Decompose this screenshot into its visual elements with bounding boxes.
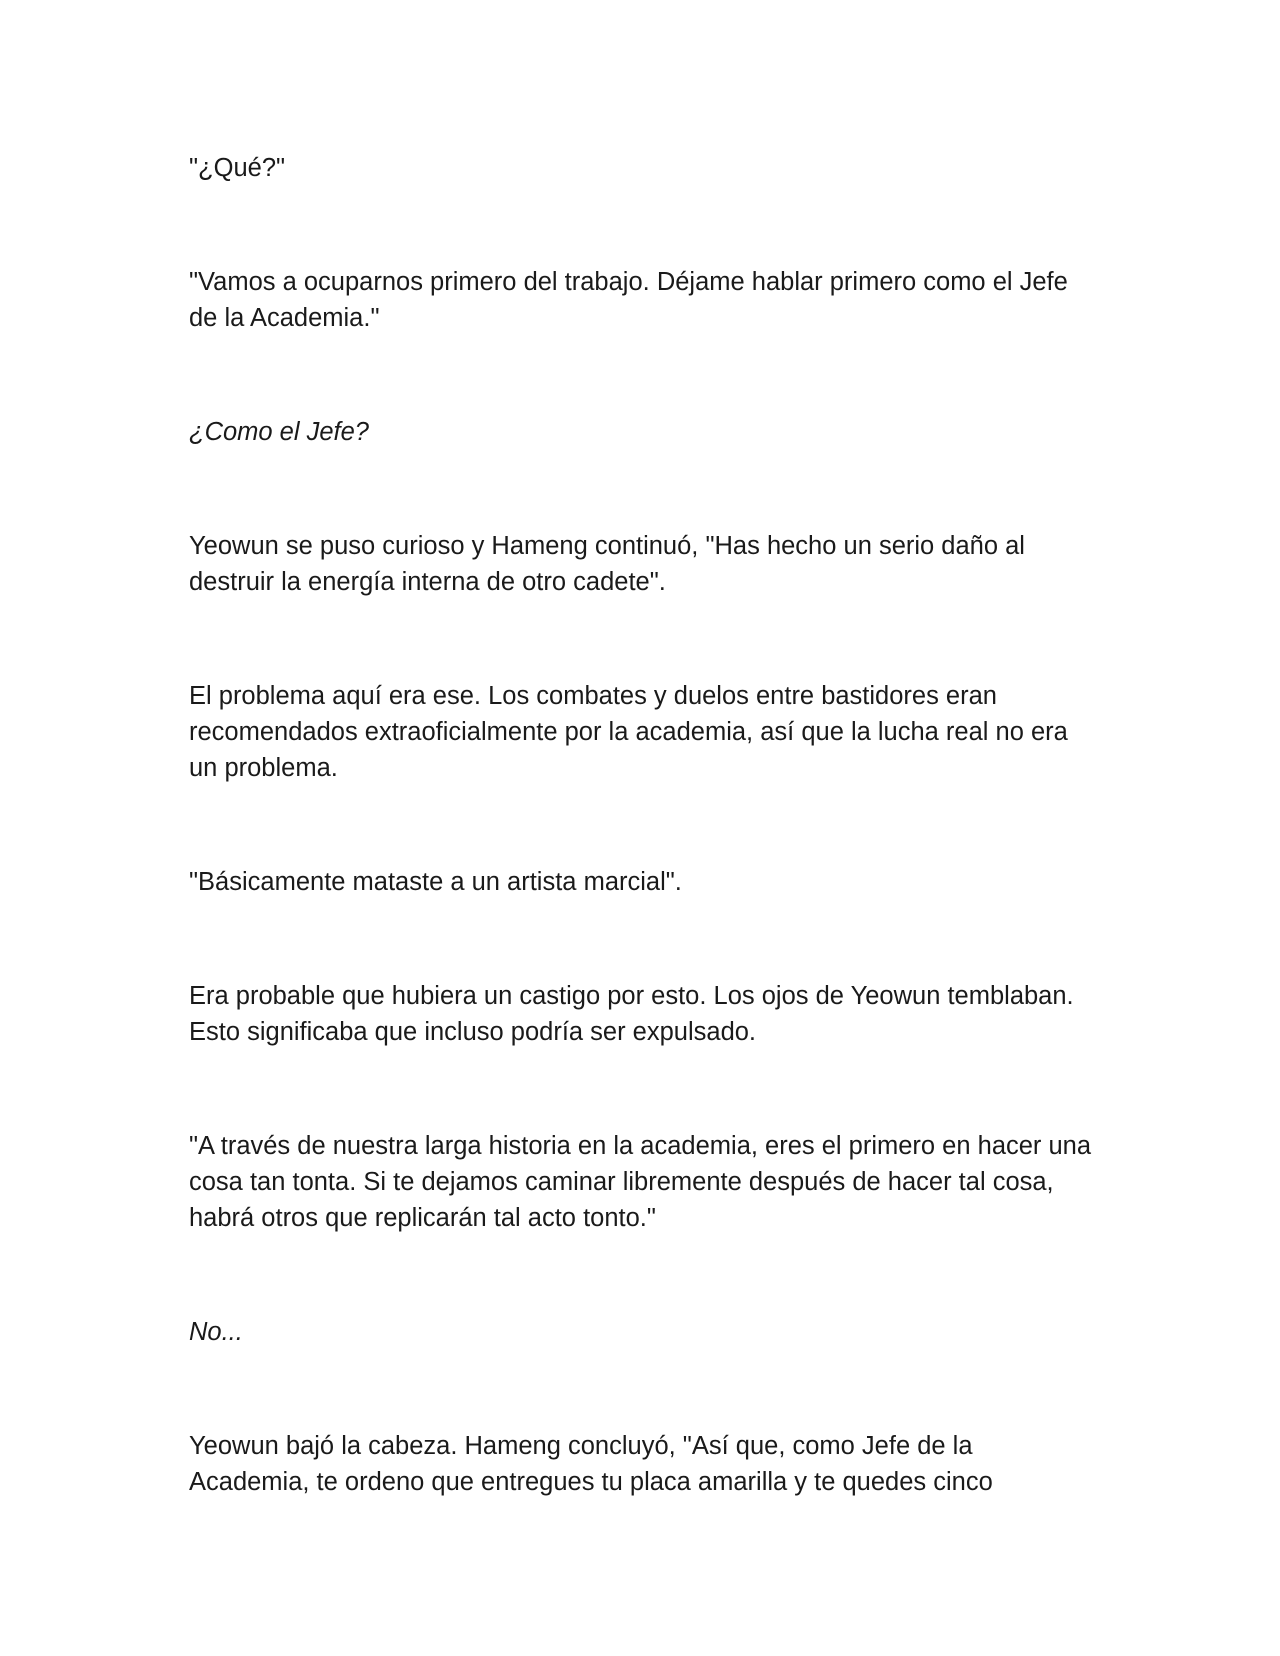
document-body — [189, 150, 1094, 1578]
paragraph: "Básicamente mataste a un artista marcial". — [189, 868, 682, 896]
paragraph: Era probable que hubiera un castigo por esto. Los ojos de Yeowun temblaban. Esto significaba que incluso podría ser expulsado. — [189, 982, 1074, 1046]
italic-paragraph: ¿Como el Jefe? — [189, 418, 369, 446]
paragraph: Yeowun se puso curioso y Hameng continuó, "Has hecho un serio daño al destruir la energía interna de otro cadete". — [189, 532, 1025, 596]
paragraph: "Vamos a ocuparnos primero del trabajo. Déjame hablar primero como el Jefe de la Academia." — [189, 268, 1068, 332]
paragraph: "¿Qué?" — [189, 154, 286, 182]
paragraph: El problema aquí era ese. Los combates y duelos entre bastidores eran recomendados extraoficialmente por la academia, así que la lucha real no era un problema. — [189, 682, 1068, 782]
paragraph: Yeowun bajó la cabeza. Hameng concluyó, "Así que, como Jefe de la Academia, te ordeno que entregues tu placa amarilla y te quedes cinco — [189, 1432, 993, 1496]
italic-paragraph: No... — [189, 1318, 243, 1346]
paragraph: "A través de nuestra larga historia en la academia, eres el primero en hacer una cosa tan tonta. Si te dejamos caminar libremente después de hacer tal cosa, habrá otros que replicarán tal acto tonto." — [189, 1132, 1092, 1232]
